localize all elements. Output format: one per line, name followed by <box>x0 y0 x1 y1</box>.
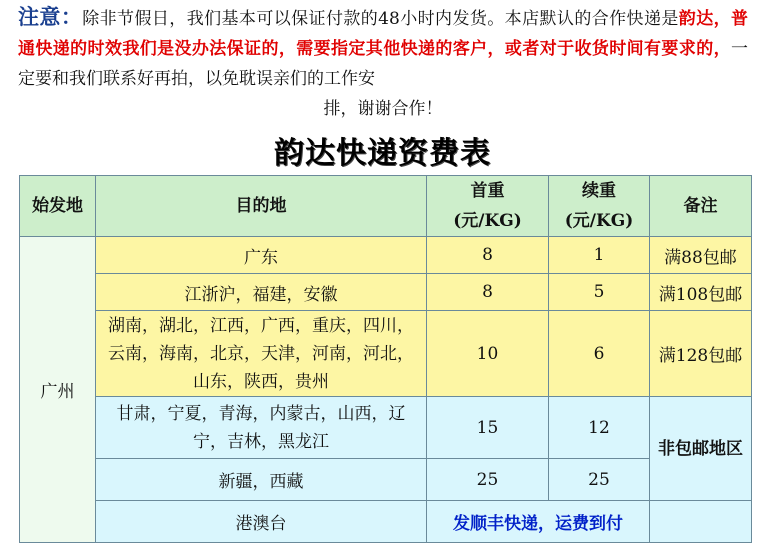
header-destination: 目的地 <box>96 176 427 237</box>
notice-courier: 韵达 <box>678 9 714 29</box>
notice-text-part3: 一定要和我们联系好再拍，以免耽误亲们的工作安 <box>18 39 748 89</box>
remark-cell: 满108包邮 <box>650 274 752 311</box>
extra-weight-cell: 1 <box>549 237 650 274</box>
header-first-weight-line1: 首重 <box>470 181 505 201</box>
remark-cell: 满128包邮 <box>650 311 752 397</box>
header-extra-weight-line1: 续重 <box>582 181 616 201</box>
table-row <box>20 237 752 274</box>
destination-cell: 新疆，西藏 <box>96 459 427 501</box>
destination-cell: 江浙沪，福建，安徽 <box>96 274 427 311</box>
notice-text-red: ，普通快递的时效我们是没办法保证的，需要指定其他快递的客户，或者对于收货时间有要求的， <box>18 9 749 59</box>
table-row <box>20 311 752 397</box>
first-weight-cell: 8 <box>427 237 549 274</box>
shipping-rate-table <box>19 175 752 543</box>
extra-weight-cell: 25 <box>549 459 650 501</box>
header-origin: 始发地 <box>20 176 96 237</box>
destination-cell: 甘肃，宁夏，青海，内蒙古，山西，辽宁，吉林，黑龙江 <box>96 397 427 459</box>
first-weight-cell: 15 <box>427 397 549 459</box>
non-free-shipping-remark: 非包邮地区 <box>650 397 752 501</box>
extra-weight-cell: 5 <box>549 274 650 311</box>
shunfeng-note-cell: 发顺丰快递，运费到付 <box>427 501 650 543</box>
table-row <box>20 274 752 311</box>
first-weight-cell: 10 <box>427 311 549 397</box>
destination-cell: 湖南，湖北，江西，广西，重庆，四川，云南，海南，北京，天津，河南，河北，山东，陕西，贵州 <box>96 311 427 397</box>
origin-cell: 广州 <box>20 237 96 543</box>
table-row <box>20 459 752 501</box>
shipping-notice <box>18 2 748 124</box>
header-first-weight <box>427 176 549 237</box>
header-remark: 备注 <box>650 176 752 237</box>
destination-cell: 港澳台 <box>96 501 427 543</box>
extra-weight-cell: 12 <box>549 397 650 459</box>
table-row <box>20 397 752 459</box>
header-extra-weight-line2: (元/KG) <box>564 211 634 231</box>
notice-label: 注意： <box>18 4 83 29</box>
notice-text-part4: 排，谢谢合作！ <box>323 99 443 119</box>
notice-text-part1: 除非节假日，我们基本可以保证付款的48小时内发货。本店默认的合作快递是 <box>82 9 679 29</box>
first-weight-cell: 25 <box>427 459 549 501</box>
remark-cell: 满88包邮 <box>650 237 752 274</box>
first-weight-cell: 8 <box>427 274 549 311</box>
extra-weight-cell: 6 <box>549 311 650 397</box>
table-header-row <box>20 176 752 237</box>
destination-cell: 广东 <box>96 237 427 274</box>
header-extra-weight <box>549 176 650 237</box>
remark-cell-empty <box>650 501 752 543</box>
header-first-weight-line2: (元/KG) <box>453 211 522 231</box>
page-title: 韵达快递资费表 <box>274 136 491 171</box>
table-row <box>20 501 752 543</box>
